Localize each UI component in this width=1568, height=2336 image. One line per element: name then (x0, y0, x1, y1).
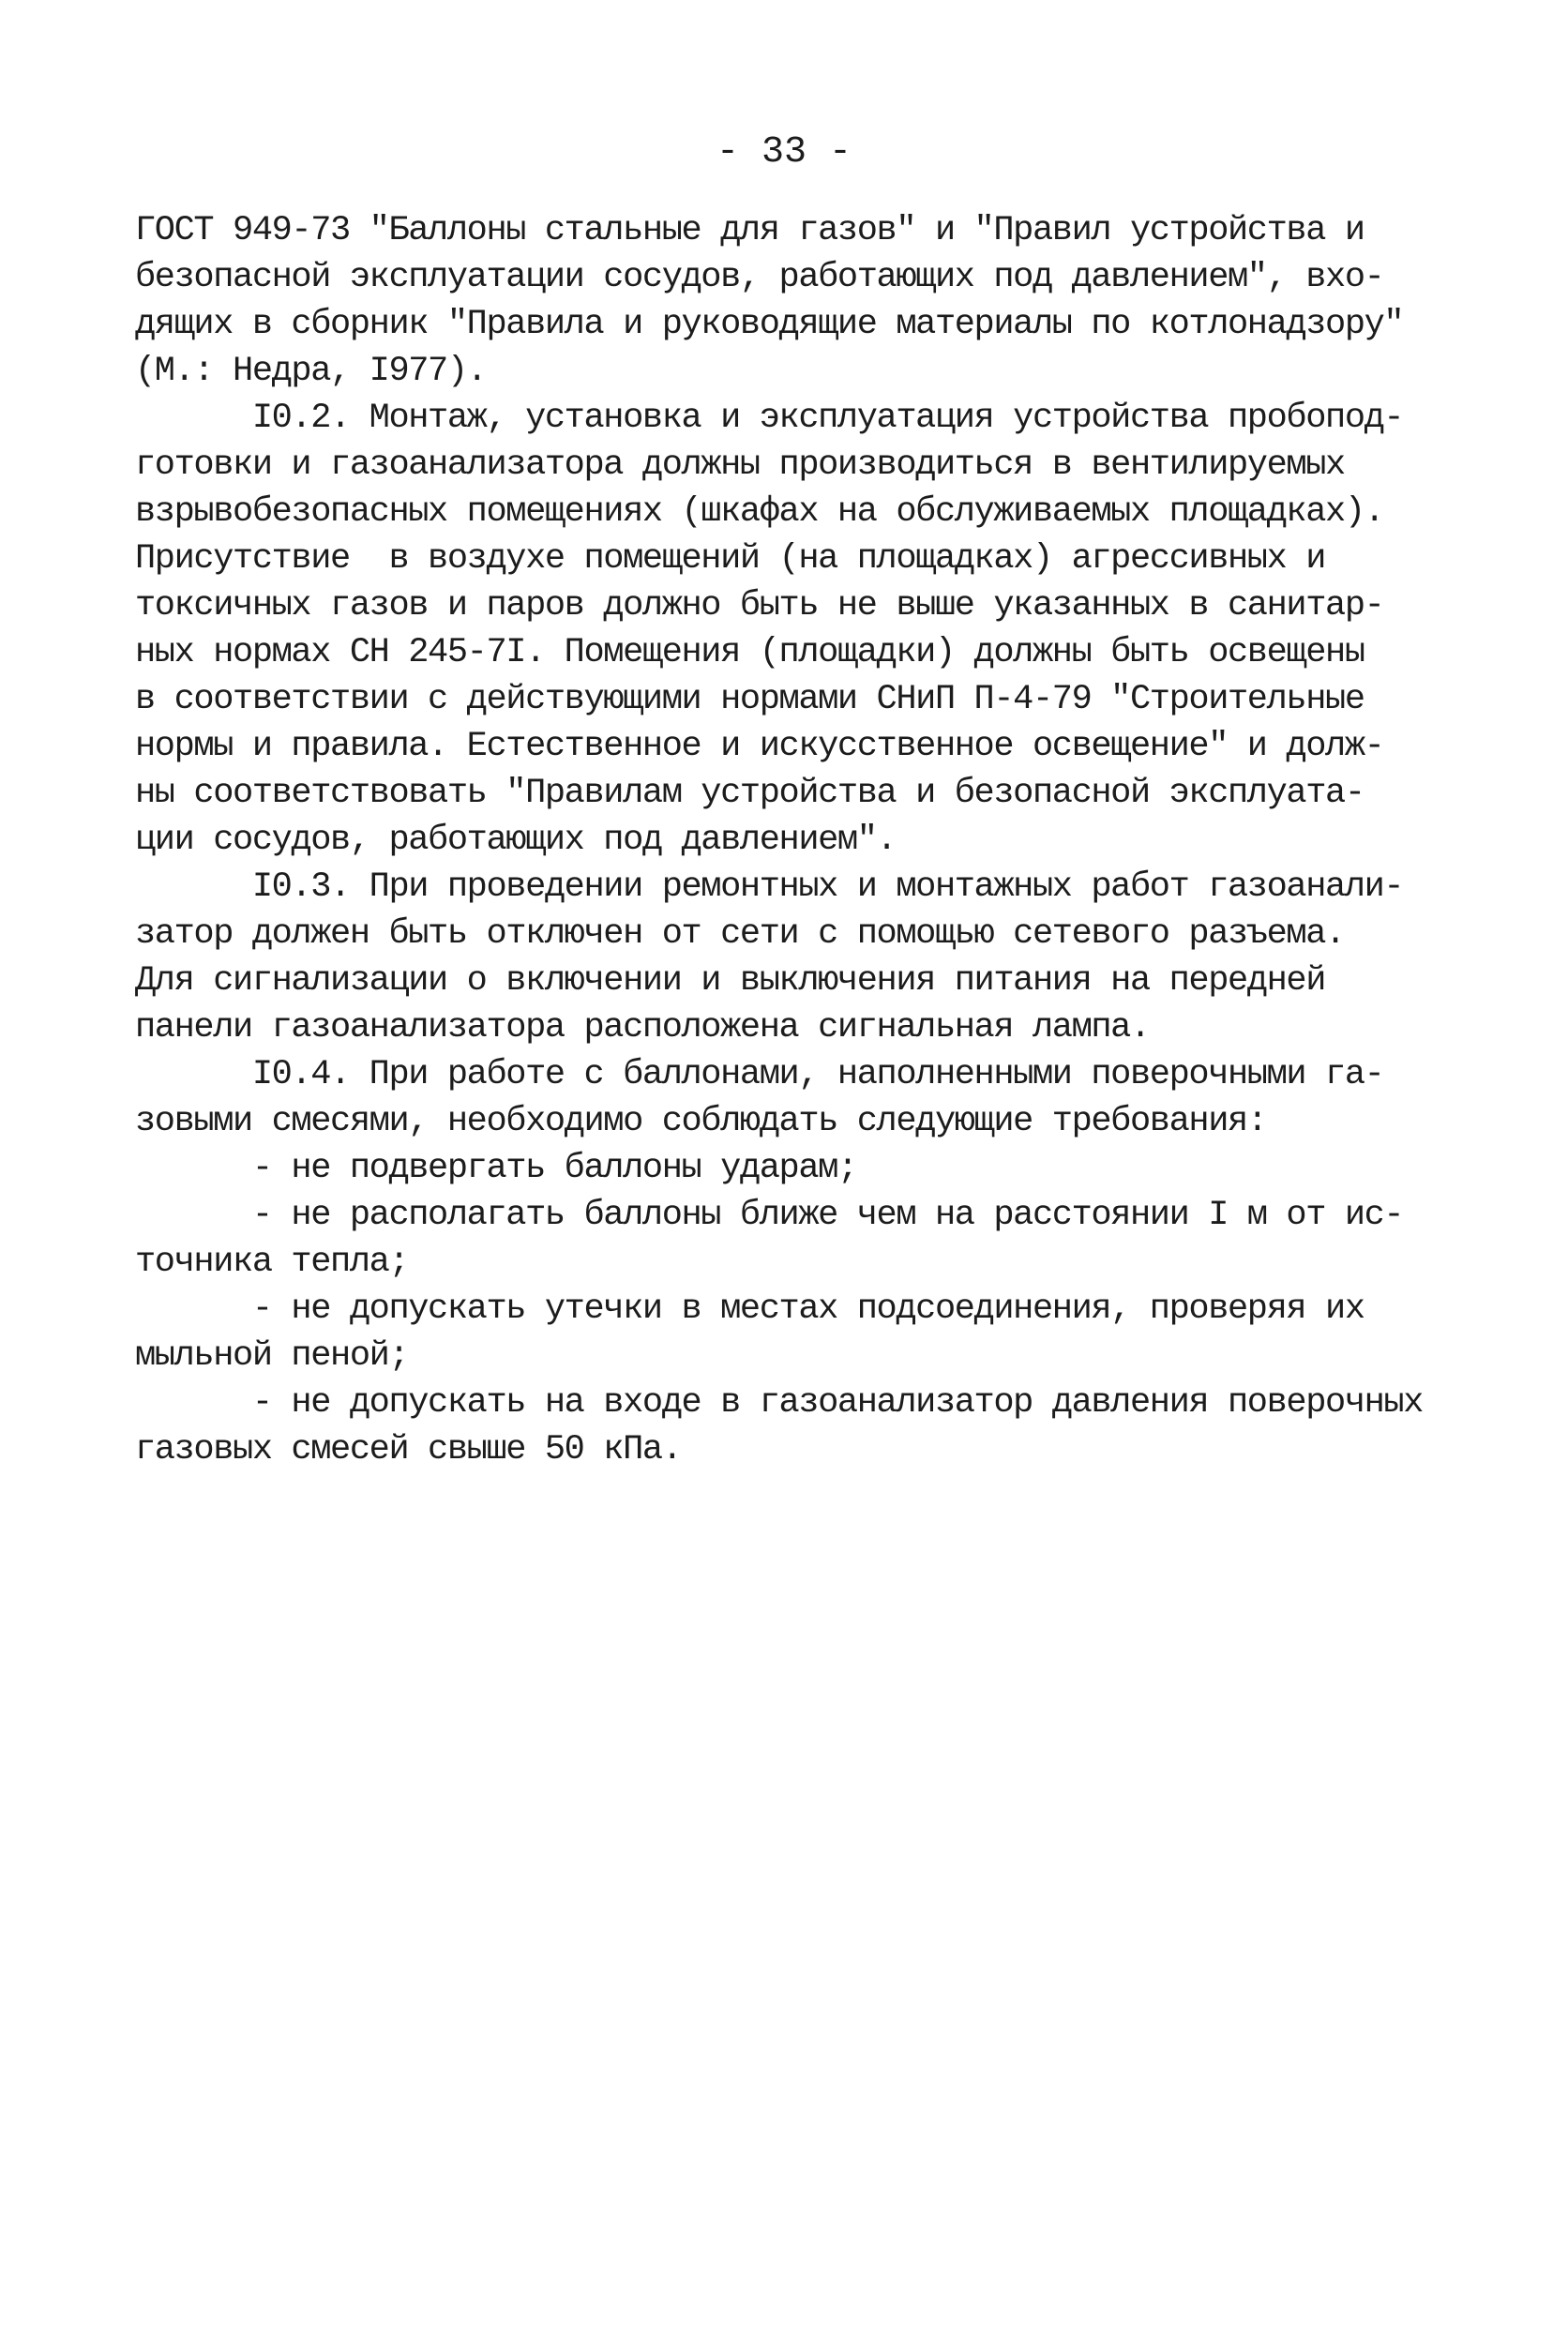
text-line: точника тепла; (135, 1243, 409, 1282)
text-line: токсичных газов и паров должно быть не выше указанных в санитар- (135, 586, 1384, 625)
list-item: - не подвергать баллоны ударам; (135, 1149, 857, 1188)
text-line: ции сосудов, работающих под давлением". (135, 821, 897, 860)
text-line: Для сигнализации о включении и выключения питания на передней (135, 961, 1326, 1001)
text-line: ны соответствовать "Правилам устройства и безопасной эксплуата- (135, 774, 1364, 813)
body-text (135, 207, 1424, 1473)
text-line: (М.: Недра, I977). (135, 352, 487, 391)
list-item: - не допускать на входе в газоанализатор давления поверочных (135, 1383, 1424, 1423)
text-line: готовки и газоанализатора должны производиться в вентилируемых (135, 445, 1345, 485)
text-line: безопасной эксплуатации сосудов, работающих под давлением", вхо- (135, 258, 1384, 297)
page-number: - 33 - (716, 131, 852, 173)
text-line: затор должен быть отключен от сети с помощью сетевого разъема. (135, 914, 1345, 954)
paragraph-10-2-start: I0.2. Монтаж, установка и эксплуатация устройства пробопод- (135, 399, 1404, 438)
text-line: взрывобезопасных помещениях (шкафах на обслуживаемых площадках). (135, 492, 1384, 532)
text-line: ных нормах СН 245-7I. Помещения (площадки) должны быть освещены (135, 633, 1364, 672)
paragraph-10-4-start: I0.4. При работе с баллонами, наполненными поверочными га- (135, 1055, 1384, 1094)
text-line: ГОСТ 949-73 "Баллоны стальные для газов" и "Правил устройства и (135, 211, 1364, 250)
text-line: в соответствии с действующими нормами СНиП П-4-79 "Строительные (135, 680, 1364, 719)
text-line: Присутствие в воздухе помещений (на площадках) агрессивных и (135, 539, 1326, 579)
text-line: дящих в сборник "Правила и руководящие материалы по котлонадзору" (135, 305, 1404, 344)
text-line: газовых смесей свыше 50 кПа. (135, 1430, 682, 1469)
paragraph-10-3-start: I0.3. При проведении ремонтных и монтажных работ газоанали- (135, 867, 1404, 907)
text-line: зовыми смесями, необходимо соблюдать следующие требования: (135, 1102, 1267, 1141)
list-item: - не располагать баллоны ближе чем на расстоянии I м от ис- (135, 1196, 1404, 1235)
text-line: нормы и правила. Естественное и искусственное освещение" и долж- (135, 727, 1384, 766)
list-item: - не допускать утечки в местах подсоединения, проверяя их (135, 1289, 1364, 1329)
text-line: панели газоанализатора расположена сигнальная лампа. (135, 1008, 1150, 1047)
text-line: мыльной пеной; (135, 1336, 409, 1376)
